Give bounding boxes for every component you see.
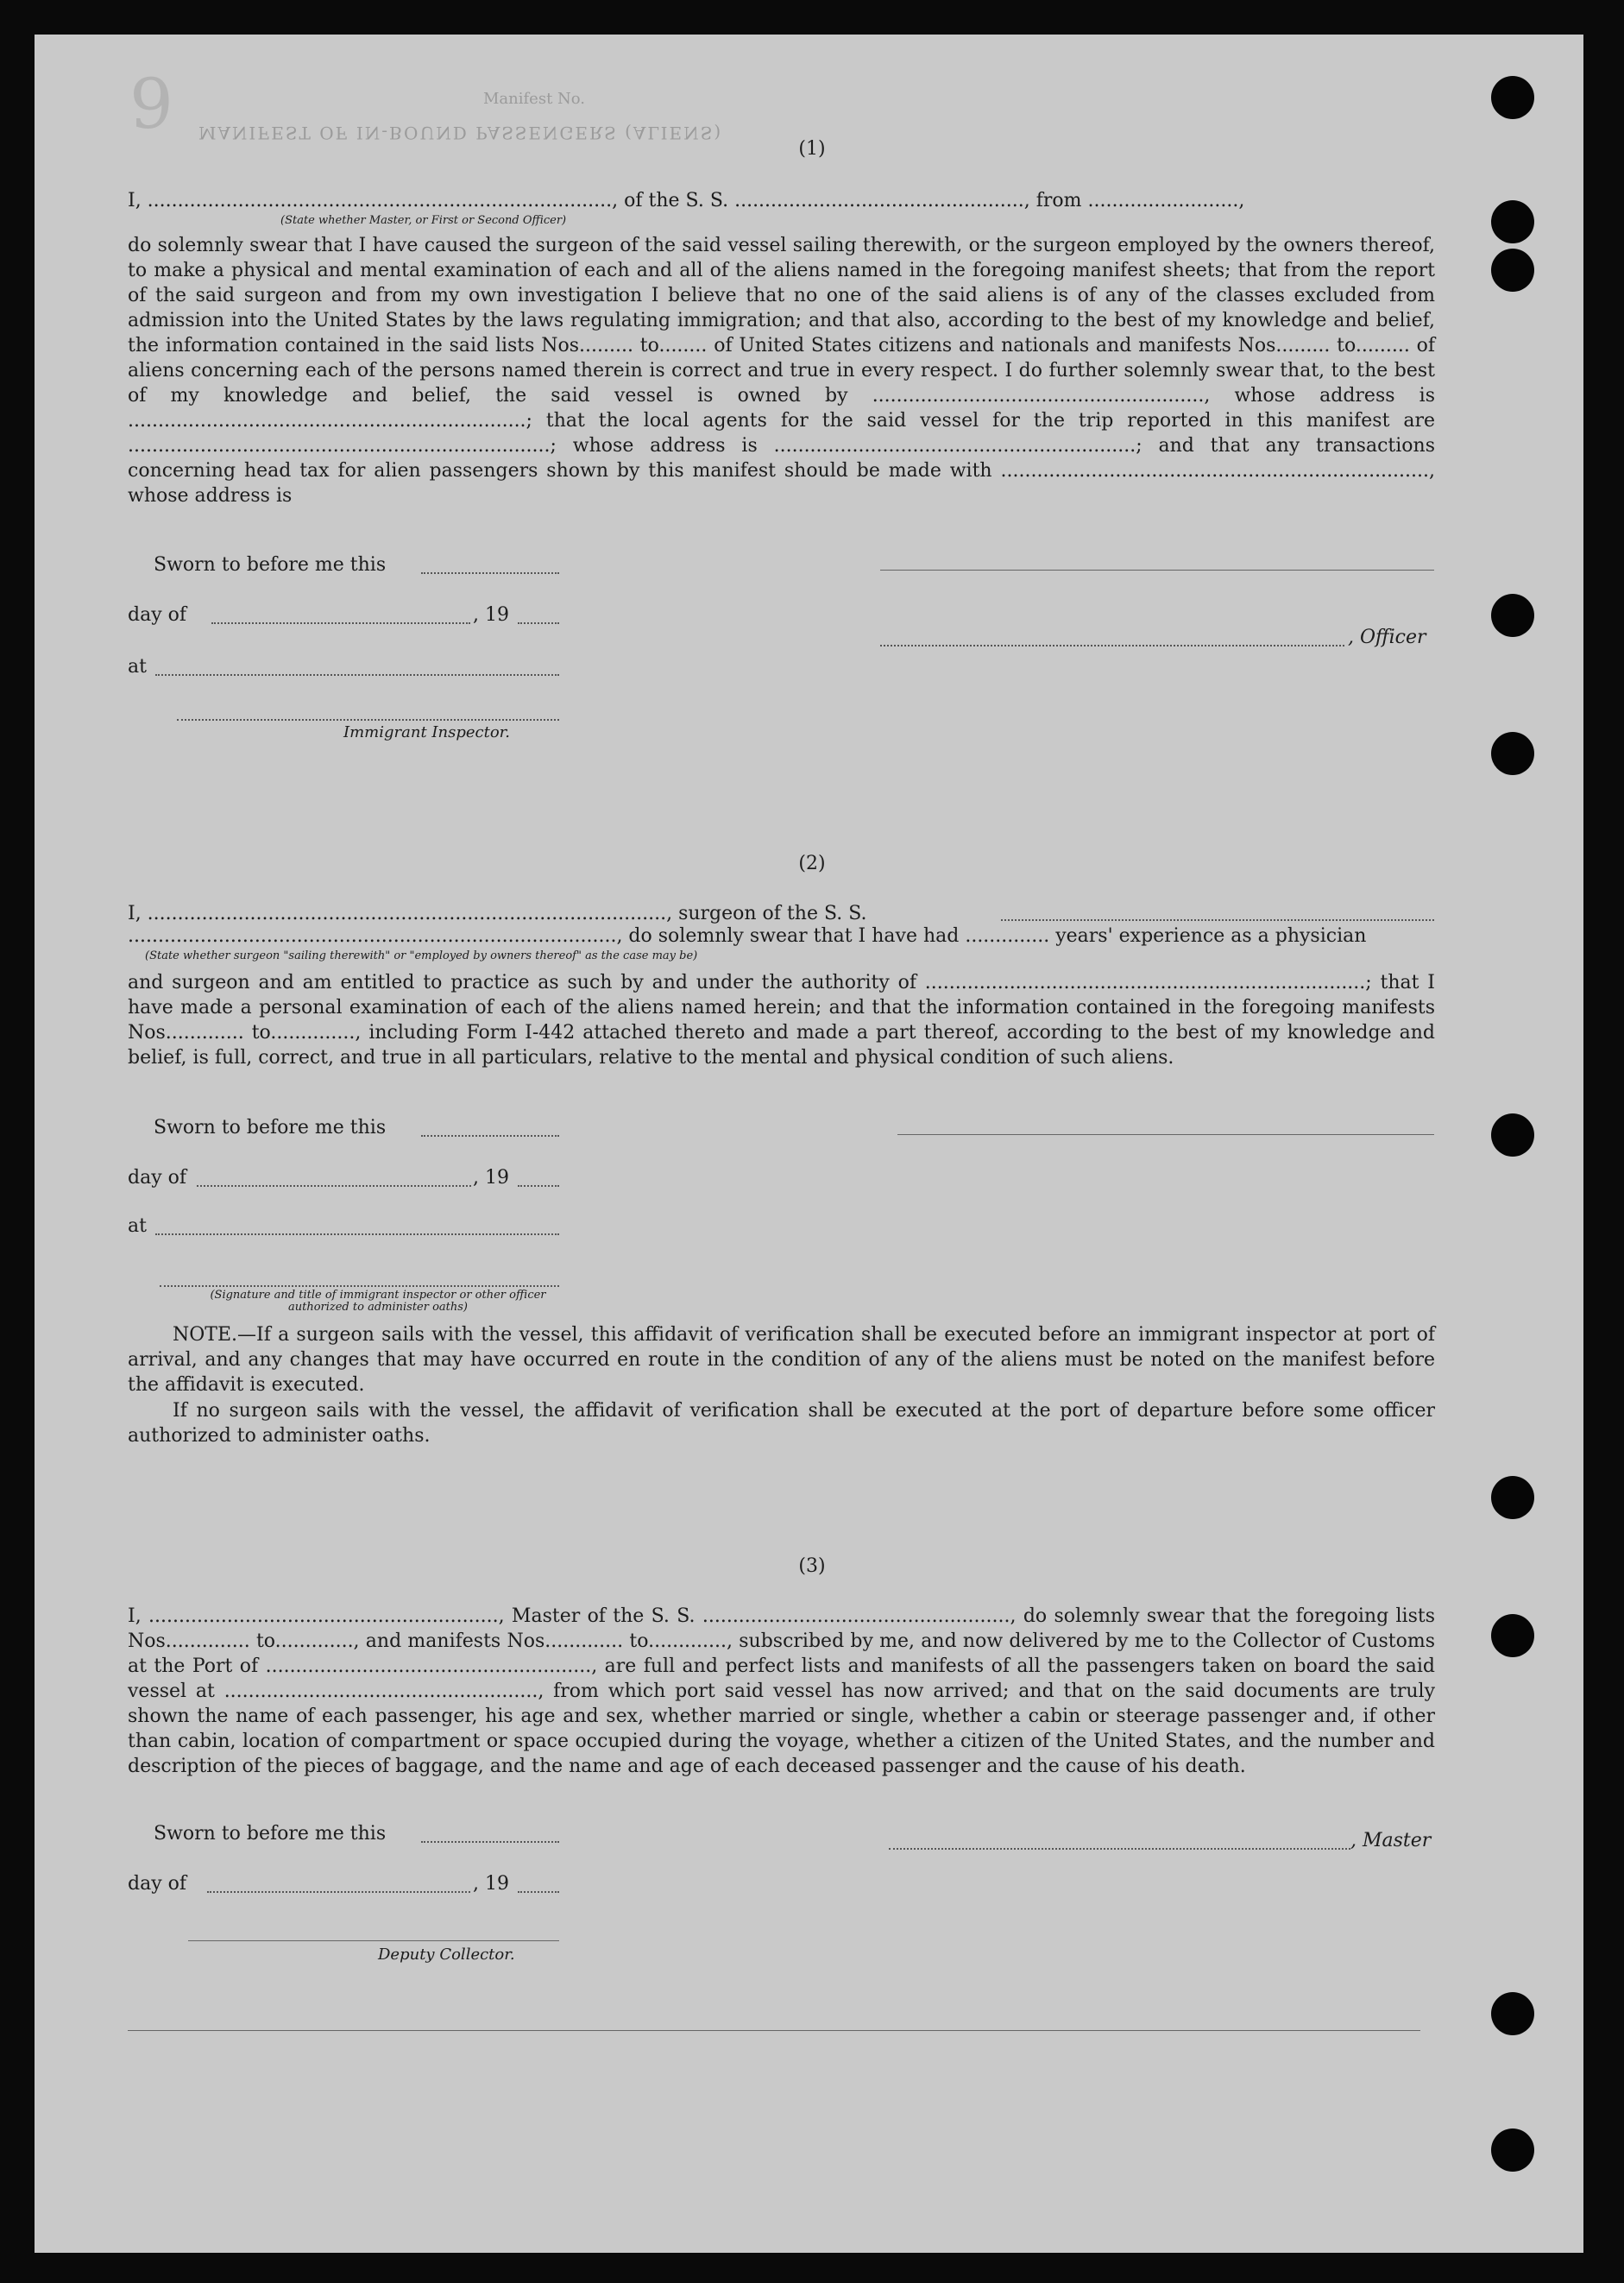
section-1-oath: do solemnly swear that I have caused the surgeon of the said vessel sailing therewith, or the surgeon employed by the owners thereof, to make a physical and mental examination of each and all of the aliens named in the foregoing manifest sheets; that from the report of the said surgeon and from my own investigation I believe that no one of the said aliens is of any of the classes excluded from admission into the United States by the laws regulating immigration; and that also, according to the best of my knowledge and belief, the information contained in the said lists Nos......... to........ of United States citizens and nationals and manifests Nos......... to......... of aliens concerning each of the persons named therein is correct and true in every respect. I do further solemnly swear that, to the best of my knowledge and belief, the said vessel is owned by ......................................................., whose address is ..................................................................; that the local agents for the said vessel for the trip reported in this manifest are ......................................................................; whose address is ............................................................; and that any transactions concerning head tax for alien passengers shown by this manifest should be made with ......................................................................., whose address is bbox=[128, 235, 1435, 507]
day-of-field-2[interactable] bbox=[197, 1184, 471, 1187]
manifest-number-bleed: Manifest No. bbox=[483, 90, 586, 108]
deputy-collector-label: Deputy Collector. bbox=[378, 1946, 515, 1964]
bottom-rule bbox=[128, 2030, 1420, 2031]
surgeon-ship-field[interactable] bbox=[1001, 918, 1434, 921]
day-of-label-3: day of bbox=[128, 1873, 187, 1895]
inspector-signature-field[interactable] bbox=[177, 718, 559, 721]
section-1-number: (1) bbox=[798, 138, 826, 160]
day-of-label-2: day of bbox=[128, 1167, 187, 1189]
master-label: , Master bbox=[1350, 1830, 1432, 1851]
inspector-label: Immigrant Inspector. bbox=[343, 723, 511, 741]
year-field-2[interactable] bbox=[518, 1184, 559, 1187]
sworn-label-3: Sworn to before me this bbox=[154, 1823, 387, 1845]
page-number-stamp: 9 bbox=[129, 64, 173, 144]
punch-hole bbox=[1491, 200, 1534, 243]
year-field-1[interactable] bbox=[518, 621, 559, 624]
punch-hole bbox=[1491, 594, 1534, 637]
signature-caption: (Signature and title of immigrant inspector or other officer authorized to administer oaths) bbox=[210, 1289, 546, 1314]
year-label-2: , 19 bbox=[473, 1167, 509, 1189]
punch-hole bbox=[1491, 1476, 1534, 1519]
at-label-2: at bbox=[128, 1215, 147, 1237]
punch-hole bbox=[1491, 76, 1534, 119]
section-2-line2: ................................................................................., do solemnly swear that I have had .............. years' experience as a physician bbox=[128, 925, 1367, 947]
inspector-signature-field-2[interactable] bbox=[160, 1284, 559, 1287]
signature-line-2[interactable] bbox=[897, 1134, 1434, 1135]
deputy-signature-line[interactable] bbox=[188, 1940, 559, 1941]
day-of-field-3[interactable] bbox=[207, 1890, 470, 1893]
manifest-title-bleed: MANIFEST OF IN-BOUND PASSENGERS (ALIENS) bbox=[198, 123, 723, 143]
rank-caption: (State whether Master, or First or Second Officer) bbox=[280, 214, 567, 227]
punch-hole bbox=[1491, 2128, 1534, 2172]
at-label-1: at bbox=[128, 656, 147, 678]
punch-hole bbox=[1491, 732, 1534, 775]
section-3-number: (3) bbox=[798, 1555, 826, 1577]
section-2-oath: and surgeon and am entitled to practice as such by and under the authority of .........................................................................; that I have made a personal examination of each of the aliens named herein; and that the information contained in the foregoing manifests Nos............. to.............., including Form I-442 attached thereto and made a part thereof, according to the best of my knowledge and belief, is full, correct, and true in all particulars, relative to the mental and physical condition of such aliens. bbox=[128, 972, 1435, 1069]
at-field-1[interactable] bbox=[155, 673, 559, 676]
at-field-2[interactable] bbox=[155, 1233, 559, 1235]
year-field-3[interactable] bbox=[518, 1890, 559, 1893]
day-of-field-1[interactable] bbox=[211, 621, 470, 624]
punch-hole bbox=[1491, 1113, 1534, 1157]
year-label-1: , 19 bbox=[473, 604, 509, 626]
section-2-opening: I, ......................................................................................, surgeon of the S. S. bbox=[128, 903, 867, 924]
punch-hole bbox=[1491, 1992, 1534, 2035]
day-of-label-1: day of bbox=[128, 604, 187, 626]
master-signature-field[interactable] bbox=[889, 1847, 1350, 1850]
sworn-date-field-3[interactable] bbox=[421, 1840, 559, 1843]
signature-line-1[interactable] bbox=[880, 570, 1434, 571]
punch-hole bbox=[1491, 1614, 1534, 1657]
section-1-opening: I, ............................................................................., of the S. S. ................................................, from ........................., bbox=[128, 190, 1245, 211]
sworn-label-1: Sworn to before me this bbox=[154, 554, 387, 576]
punch-hole bbox=[1491, 249, 1534, 292]
section-3-oath: I, .........................................................., Master of the S. S. ..................................................., do solemnly swear that the foregoing lists Nos.............. to............., and manifests Nos............. to............., subscribed by me, and now delivered by me to the Collector of Customs at the Port of ......................................................, are full and perfect lists and manifests of all the passengers taken on board the said vessel at ...................................................., from which port said vessel has now arrived; and that on the said documents are truly shown the name of each passenger, his age and sex, whether married or single, whether a cabin or steerage passenger and, if other than cabin, location of compartment or space occupied during the voyage, whether a citizen of the United States, and the number and description of the pieces of baggage, and the name and age of each deceased passenger and the cause of his death. bbox=[128, 1605, 1435, 1777]
section-2-number: (2) bbox=[798, 853, 826, 874]
sworn-date-field-2[interactable] bbox=[421, 1134, 559, 1137]
no-surgeon-note: If no surgeon sails with the vessel, the affidavit of verification shall be executed at the port of departure before some officer authorized to administer oaths. bbox=[128, 1400, 1435, 1447]
sworn-date-field-1[interactable] bbox=[421, 571, 559, 574]
surgeon-note: NOTE.—If a surgeon sails with the vessel, this affidavit of verification shall be executed before an immigrant inspector at port of arrival, and any changes that may have occurred en route in the condition of any of the aliens must be noted on the manifest before the affidavit is executed. bbox=[128, 1324, 1435, 1396]
officer-label: , Officer bbox=[1348, 627, 1426, 648]
sworn-label-2: Sworn to before me this bbox=[154, 1117, 387, 1138]
year-label-3: , 19 bbox=[473, 1873, 509, 1895]
officer-signature-field[interactable] bbox=[880, 644, 1344, 646]
surgeon-caption: (State whether surgeon "sailing therewith" or "employed by owners thereof" as the case may be) bbox=[145, 949, 698, 962]
